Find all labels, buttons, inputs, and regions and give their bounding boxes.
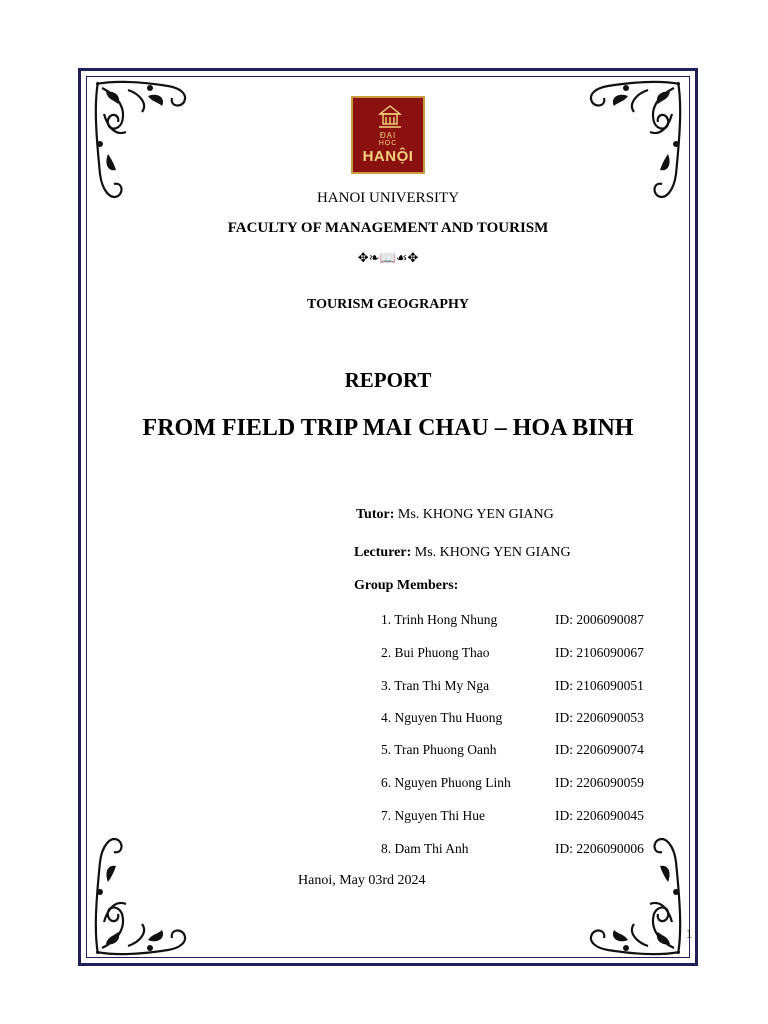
member-row [381,645,681,663]
group-members-label: Group Members: [354,578,459,593]
member-id: ID: 2206090053 [555,710,644,725]
logo-line-1: ĐẠI [379,131,397,140]
member-id: ID: 2206090006 [555,841,644,856]
university-name: HANOI UNIVERSITY [316,190,460,206]
lecturer-label: Lecturer: [354,545,412,560]
member-id: ID: 2106090051 [555,678,644,693]
member-name: 3. Tran Thi My Nga [381,678,490,693]
member-row [381,678,681,696]
member-id: ID: 2106090067 [555,645,644,660]
tutor-value: Ms. KHONG YEN GIANG [397,507,554,522]
member-name: 6. Nguyen Phuong Linh [381,775,511,790]
member-name: 8. Dam Thi Anh [381,841,469,856]
member-name: 5. Tran Phuong Oanh [381,742,497,757]
member-id: ID: 2006090087 [555,612,644,627]
date-line: Hanoi, May 03rd 2024 [298,873,426,888]
tutor-line [356,507,554,523]
member-name: 2. Bui Phuong Thao [381,645,490,660]
page-number: 1 [686,926,693,941]
course-name: TOURISM GEOGRAPHY [307,297,469,312]
university-logo [351,96,425,174]
lecturer-line [354,545,571,561]
member-id: ID: 2206090059 [555,775,644,790]
member-row [381,808,681,826]
report-label: REPORT [344,368,432,392]
member-name: 7. Nguyen Thi Hue [381,808,485,823]
member-name: 1. Trinh Hong Nhung [381,612,498,627]
member-id: ID: 2206090045 [555,808,644,823]
report-title: FROM FIELD TRIP MAI CHAU – HOA BINH [142,415,634,441]
faculty-name: FACULTY OF MANAGEMENT AND TOURISM [227,220,549,236]
tutor-label: Tutor: [356,507,395,522]
section-ornament: ✥❧📖☙✥ [357,250,419,265]
corner-ornament-bottom-left [88,822,198,962]
temple-emblem-icon [376,104,404,130]
logo-line-3: HANỘI [362,148,414,165]
member-row [381,612,681,630]
member-row [381,710,681,728]
member-id: ID: 2206090074 [555,742,644,757]
member-row [381,775,681,793]
member-name: 4. Nguyen Thu Huong [381,710,503,725]
member-row [381,742,681,760]
logo-line-2: HỌC [378,140,398,147]
member-row [381,841,681,859]
lecturer-value: Ms. KHONG YEN GIANG [414,545,571,560]
